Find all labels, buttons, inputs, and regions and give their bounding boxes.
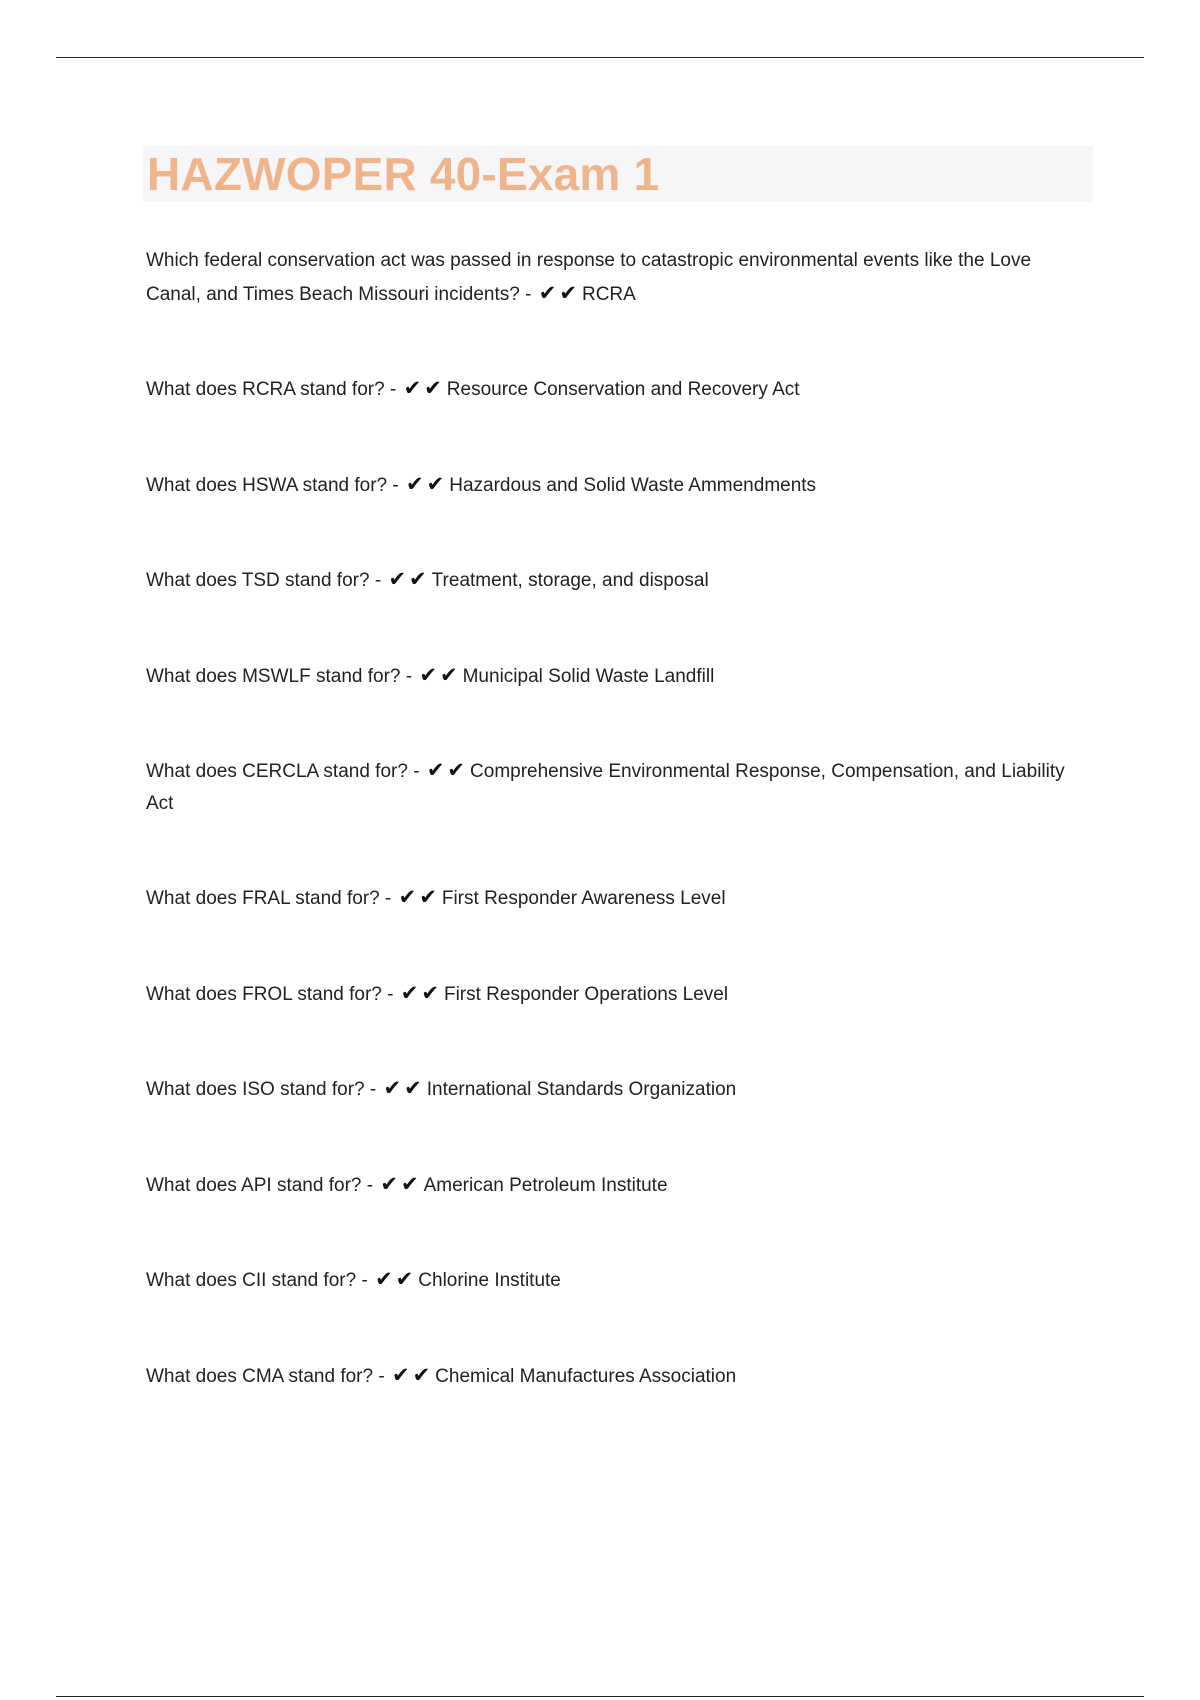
answer-text: Chlorine Institute: [418, 1270, 561, 1291]
qa-item: [146, 1263, 1076, 1297]
answer-text: First Responder Awareness Level: [441, 888, 726, 909]
check-icon: ✔: [447, 758, 469, 782]
check-icon: ✔: [375, 1267, 396, 1291]
check-icon: ✔: [419, 885, 440, 909]
double-check-icon: [392, 1359, 433, 1391]
question-text: What does CMA stand for?: [146, 1366, 374, 1387]
separator: -: [356, 1270, 374, 1291]
question-text: What does MSWLF stand for?: [146, 666, 401, 687]
answer-text: International Standards Organization: [426, 1079, 737, 1100]
qa-list: [146, 245, 1076, 1393]
check-icon: ✔: [398, 885, 420, 909]
question-text: What does API stand for?: [146, 1175, 362, 1196]
separator: -: [381, 984, 399, 1005]
document-title: HAZWOPER 40-Exam 1: [147, 148, 660, 200]
qa-item: [146, 881, 1076, 915]
separator: -: [373, 1366, 390, 1387]
qa-item: [146, 659, 1076, 693]
title-band: [143, 146, 1093, 202]
separator: -: [364, 1079, 382, 1100]
check-icon: ✔: [424, 376, 445, 400]
answer-text: Resource Conservation and Recovery Act: [446, 379, 800, 400]
separator: -: [369, 570, 387, 591]
qa-item: [146, 1072, 1076, 1106]
qa-item: [146, 1359, 1076, 1393]
question-text: What does CII stand for?: [146, 1270, 357, 1291]
check-icon: ✔: [412, 1363, 434, 1387]
separator: -: [400, 666, 418, 687]
check-icon: ✔: [426, 472, 448, 496]
separator: -: [361, 1175, 379, 1196]
separator: -: [379, 888, 397, 909]
qa-item: [146, 372, 1076, 406]
check-icon: ✔: [380, 1172, 401, 1196]
double-check-icon: [380, 1168, 421, 1200]
qa-item: [146, 468, 1076, 502]
double-check-icon: [401, 977, 442, 1009]
question-text: What does FROL stand for?: [146, 984, 382, 1005]
check-icon: ✔: [419, 663, 440, 687]
check-icon: ✔: [403, 376, 425, 400]
top-rule: [56, 57, 1144, 58]
answer-text: Hazardous and Solid Waste Ammendments: [449, 475, 817, 496]
check-icon: ✔: [400, 1172, 422, 1196]
double-check-icon: [384, 1072, 425, 1104]
check-icon: ✔: [409, 567, 430, 591]
question-text: What does RCRA stand for?: [146, 379, 385, 400]
double-check-icon: [404, 372, 445, 404]
check-icon: ✔: [406, 472, 427, 496]
bottom-rule: [56, 1696, 1144, 1697]
qa-item: [146, 977, 1076, 1011]
check-icon: ✔: [440, 663, 461, 687]
double-check-icon: [388, 563, 429, 595]
question-text: Which federal conservation act was passed in response to catastropic environmental events like the Love Canal, and Times Beach Missouri incidents?: [146, 250, 1032, 305]
question-text: What does FRAL stand for?: [146, 888, 380, 909]
question-text: What does TSD stand for?: [146, 570, 370, 591]
qa-item: [146, 245, 1076, 311]
answer-text: Comprehensive Environmental Response, Compensation, and Liability Act: [146, 761, 1065, 814]
check-icon: ✔: [559, 281, 580, 305]
question-text: What does CERCLA stand for?: [146, 761, 408, 782]
check-icon: ✔: [400, 981, 422, 1005]
double-check-icon: [539, 277, 580, 309]
check-icon: ✔: [421, 981, 442, 1005]
qa-item: [146, 754, 1076, 820]
qa-item: [146, 1168, 1076, 1202]
answer-text: RCRA: [581, 284, 636, 305]
separator: -: [384, 379, 402, 400]
question-text: What does HSWA stand for?: [146, 475, 388, 496]
question-text: What does ISO stand for?: [146, 1079, 365, 1100]
double-check-icon: [375, 1263, 416, 1295]
qa-item: [146, 563, 1076, 597]
double-check-icon: [406, 468, 447, 500]
check-icon: ✔: [388, 567, 410, 591]
double-check-icon: [427, 754, 468, 786]
check-icon: ✔: [395, 1267, 417, 1291]
check-icon: ✔: [538, 281, 560, 305]
separator: -: [407, 761, 425, 782]
check-icon: ✔: [426, 758, 448, 782]
answer-text: Municipal Solid Waste Landfill: [462, 666, 715, 687]
answer-text: American Petroleum Institute: [423, 1175, 668, 1196]
answer-text: Treatment, storage, and disposal: [431, 570, 709, 591]
separator: -: [387, 475, 405, 496]
answer-text: First Responder Operations Level: [443, 984, 729, 1005]
answer-text: Chemical Manufactures Association: [435, 1366, 737, 1387]
double-check-icon: [419, 659, 460, 691]
check-icon: ✔: [383, 1076, 405, 1100]
check-icon: ✔: [404, 1076, 425, 1100]
double-check-icon: [399, 881, 440, 913]
check-icon: ✔: [391, 1363, 413, 1387]
separator: -: [519, 284, 537, 305]
